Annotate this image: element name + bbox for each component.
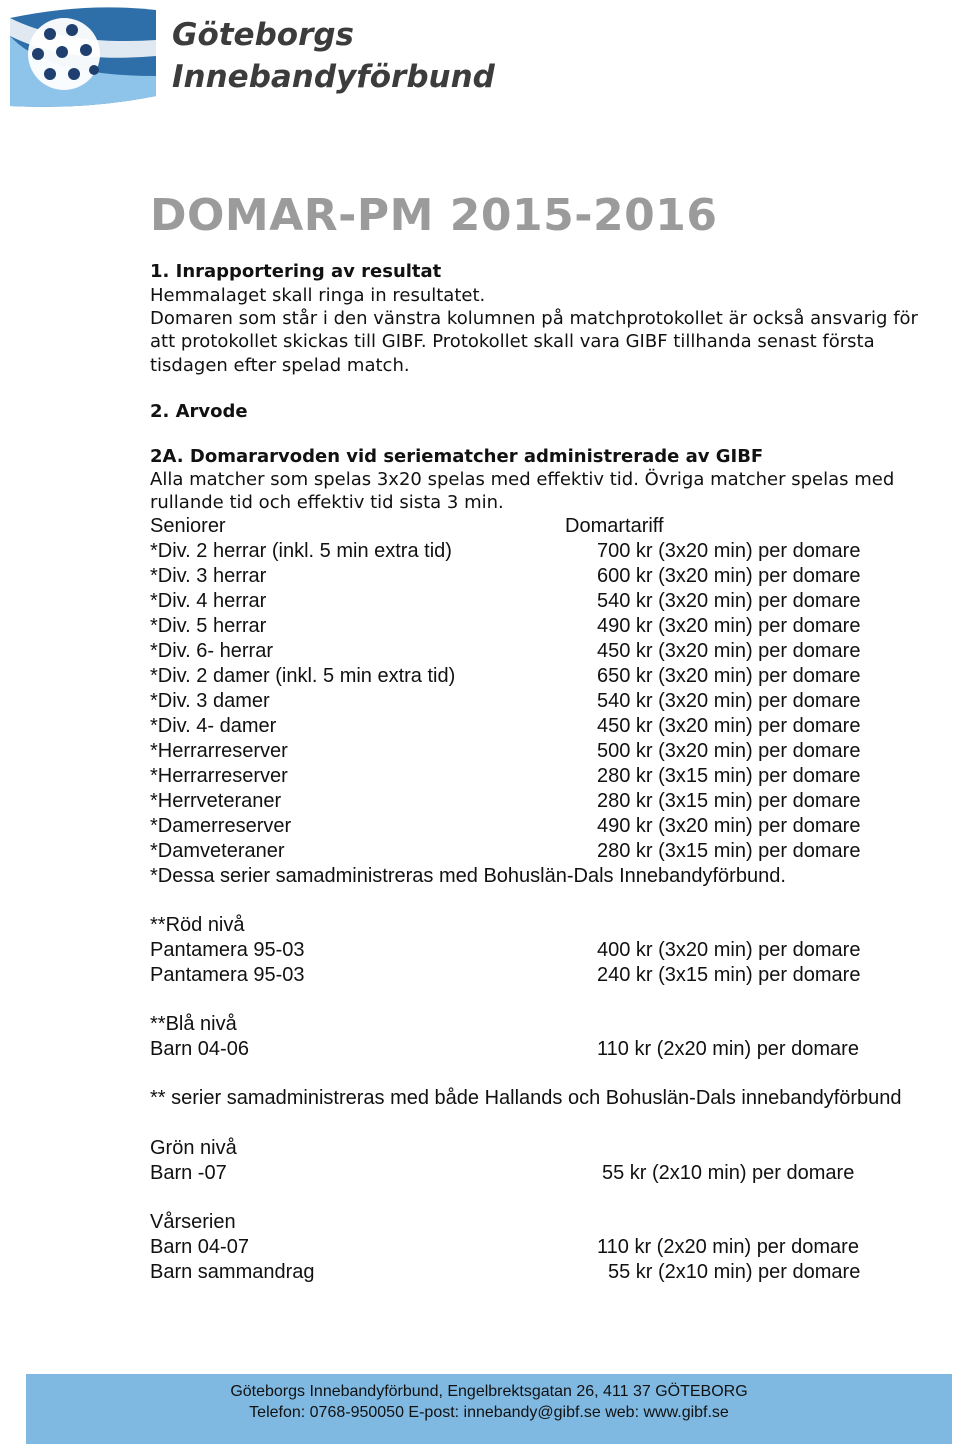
- row-name: *Div. 4- damer: [150, 715, 277, 737]
- section-1-line: tisdagen efter spelad match.: [150, 355, 410, 376]
- footer-address: Göteborgs Innebandyförbund, Engelbrektsgatan 26, 411 37 GÖTEBORG: [230, 1383, 748, 1400]
- row-name: *Damerreserver: [150, 815, 292, 837]
- row-fee: 110 kr (2x20 min) per domare: [597, 1236, 859, 1258]
- row-fee: 280 kr (3x15 min) per domare: [597, 790, 861, 812]
- row-name: *Div. 2 damer (inkl. 5 min extra tid): [150, 665, 456, 687]
- row-fee: 280 kr (3x15 min) per domare: [597, 765, 861, 787]
- row-name: *Div. 6- herrar: [150, 640, 273, 662]
- footer: [26, 1374, 952, 1444]
- row-name: *Herrveteraner: [150, 790, 282, 812]
- row-name: *Herrarreserver: [150, 740, 288, 762]
- row-name: *Div. 3 damer: [150, 690, 270, 712]
- row-fee: 600 kr (3x20 min) per domare: [597, 565, 861, 587]
- green-level-heading: Grön nivå: [150, 1137, 237, 1159]
- section-2-heading: 2. Arvode: [150, 401, 248, 422]
- spring-series-heading: Vårserien: [150, 1211, 236, 1233]
- row-fee: 490 kr (3x20 min) per domare: [597, 815, 861, 837]
- floorball-icon: [6, 6, 166, 110]
- row-name: *Div. 4 herrar: [150, 590, 267, 612]
- row-fee: 540 kr (3x20 min) per domare: [597, 690, 861, 712]
- row-name: Barn sammandrag: [150, 1261, 315, 1283]
- row-fee: 110 kr (2x20 min) per domare: [597, 1038, 859, 1060]
- logo-line-1: Göteborgs: [172, 17, 355, 53]
- red-level-heading: **Röd nivå: [150, 914, 245, 936]
- shared-note: ** serier samadministreras med både Hallands och Bohuslän-Dals innebandyförbund: [150, 1087, 902, 1109]
- row-name: Pantamera 95-03: [150, 964, 305, 986]
- row-name: *Herrarreserver: [150, 765, 288, 787]
- row-fee: 490 kr (3x20 min) per domare: [597, 615, 861, 637]
- row-name: *Damveteraner: [150, 840, 285, 862]
- row-name: Pantamera 95-03: [150, 939, 305, 961]
- row-fee: 55 kr (2x10 min) per domare: [602, 1162, 855, 1184]
- section-1-heading: 1. Inrapportering av resultat: [150, 261, 442, 282]
- row-fee: 400 kr (3x20 min) per domare: [597, 939, 861, 961]
- row-fee: 540 kr (3x20 min) per domare: [597, 590, 861, 612]
- section-2a-line: Alla matcher som spelas 3x20 spelas med effektiv tid. Övriga matcher spelas med: [150, 469, 895, 490]
- row-fee: 650 kr (3x20 min) per domare: [597, 665, 861, 687]
- table-header-left: Seniorer: [150, 515, 226, 537]
- footer-contact: Telefon: 0768-950050 E-post: innebandy@gibf.se web: www.gibf.se: [249, 1404, 729, 1421]
- section-2a-line: rullande tid och effektiv tid sista 3 min.: [150, 492, 504, 513]
- row-name: *Div. 3 herrar: [150, 565, 267, 587]
- row-name: *Div. 2 herrar (inkl. 5 min extra tid): [150, 540, 452, 562]
- logo-line-2: Innebandyförbund: [172, 59, 495, 95]
- row-name: Barn -07: [150, 1162, 227, 1184]
- row-fee: 55 kr (2x10 min) per domare: [608, 1261, 861, 1283]
- row-name: Barn 04-06: [150, 1038, 249, 1060]
- row-fee: 450 kr (3x20 min) per domare: [597, 715, 861, 737]
- blue-level-heading: **Blå nivå: [150, 1013, 237, 1035]
- page-title: DOMAR-PM 2015-2016: [150, 190, 718, 241]
- row-name: Barn 04-07: [150, 1236, 249, 1258]
- row-fee: 500 kr (3x20 min) per domare: [597, 740, 861, 762]
- row-name: *Div. 5 herrar: [150, 615, 267, 637]
- section-1-line: att protokollet skickas till GIBF. Protokollet skall vara GIBF tillhanda senast första: [150, 331, 875, 352]
- section-2a-heading: 2A. Domararvoden vid seriematcher administrerade av GIBF: [150, 446, 764, 467]
- gibf-logo: [6, 6, 495, 110]
- section-1-line: Domaren som står i den vänstra kolumnen på matchprotokollet är också ansvarig för: [150, 308, 918, 329]
- section-1-line: Hemmalaget skall ringa in resultatet.: [150, 285, 486, 306]
- row-fee: 700 kr (3x20 min) per domare: [597, 540, 861, 562]
- row-fee: 450 kr (3x20 min) per domare: [597, 640, 861, 662]
- row-fee: 240 kr (3x15 min) per domare: [597, 964, 861, 986]
- seniors-note: *Dessa serier samadministreras med Bohuslän-Dals Innebandyförbund.: [150, 865, 786, 887]
- row-fee: 280 kr (3x15 min) per domare: [597, 840, 861, 862]
- table-header-right: Domartariff: [565, 515, 664, 537]
